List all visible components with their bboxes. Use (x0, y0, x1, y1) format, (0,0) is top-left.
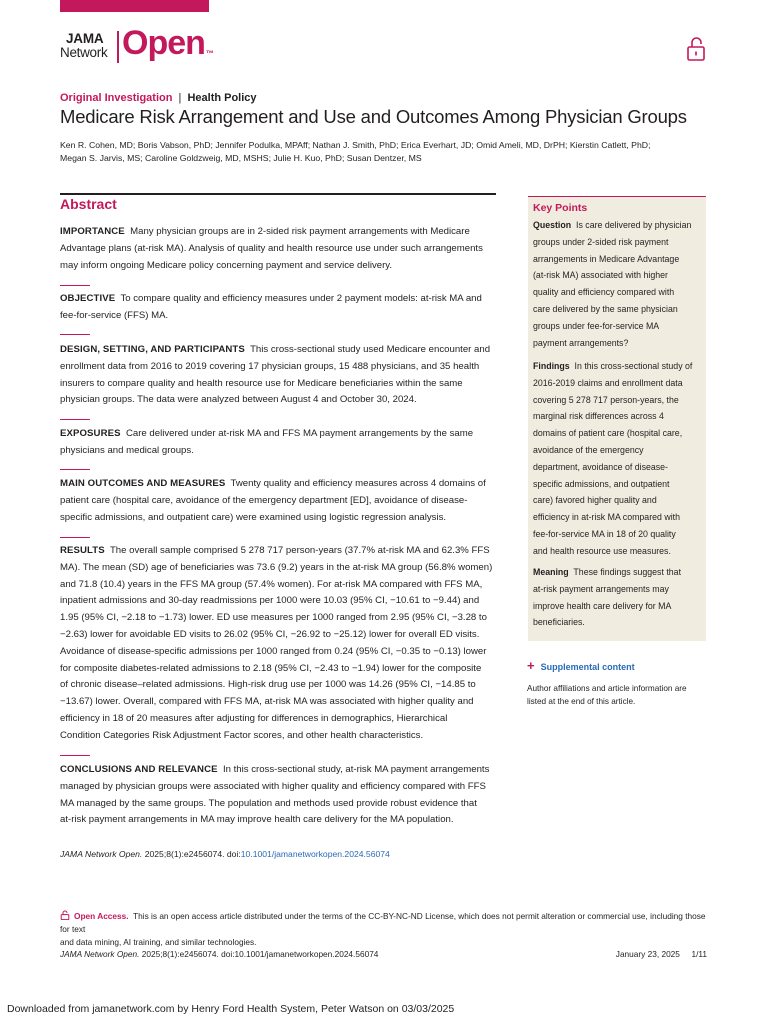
footer-date: January 23, 2025 (615, 949, 680, 959)
key-point-line: payment arrangements? (533, 337, 629, 348)
key-point-line: 2016-2019 claims and enrollment data (533, 377, 683, 388)
section-line: To compare quality and efficiency measures under 2 payment models: at-risk MA and (120, 293, 482, 304)
section-line: at-risk payment arrangements in MA may improve health care delivery for the MA population. (60, 814, 454, 826)
section-label: RESULTS (60, 545, 105, 556)
abstract-results (60, 543, 496, 745)
footer-ref: 2025;8(1):e2456074. doi:10.1001/jamanetworkopen.2024.56074 (139, 949, 379, 959)
key-point-line: marginal risk differences across 4 (533, 411, 664, 422)
section-line: insurers to compare quality and health resource use for Medicare beneficiaries within the same (60, 377, 463, 389)
section-divider (60, 285, 90, 286)
section-line: specific admissions, and outpatient care) were examined using logistic regression analysis. (60, 511, 447, 523)
key-point-line: (at-risk MA) associated with higher (533, 270, 668, 281)
section-line: The overall sample comprised 5 278 717 person-years (37.7% at-risk MA and 62.3% FFS (109, 545, 490, 556)
section-line: In this cross-sectional study, at-risk MA payment arrangements (222, 764, 490, 775)
section-label: DESIGN, SETTING, AND PARTICIPANTS (60, 344, 245, 355)
section-line: Care delivered under at-risk MA and FFS MA payment arrangements by the same (125, 428, 474, 439)
logo-network: Network (60, 45, 108, 60)
section-line: and 71.8 (10.4) years in the FFS MA group (57.4% women). For at-risk MA compared with FFS MA, (60, 578, 483, 590)
key-point-meaning (533, 564, 703, 631)
logo-tm: ™ (205, 49, 213, 58)
section-line: −13.67) lower. Overall, compared with FFS MA, at-risk MA was associated with higher quality and (60, 696, 474, 708)
key-point-line: at-risk payment arrangements may (533, 583, 669, 594)
section-label: MAIN OUTCOMES AND MEASURES (60, 478, 226, 489)
open-access-line: This is an open access article distributed under the terms of the CC-BY-NC-ND License, which does not permit alteration or commercial use, including those for text (60, 911, 706, 934)
citation-ref: 2025;8(1):e2456074. doi: (142, 849, 241, 859)
author-line: Ken R. Cohen, MD; Boris Vabson, PhD; Jennifer Podulka, MPAff; Nathan J. Smith, PhD; Erica Everhart, JD; Omid Ameli, MD, DrPH; Kierstin Catlett, PhD; (60, 140, 651, 150)
section-label: CONCLUSIONS AND RELEVANCE (60, 764, 218, 775)
affiliations-line: listed at the end of this article. (527, 696, 636, 706)
logo-open (122, 26, 213, 60)
key-point-line: efficiency in at-risk MA compared with (533, 512, 680, 523)
kicker-separator: | (178, 92, 182, 104)
download-note: Downloaded from jamanetwork.com by Henry Ford Health System, Peter Watson on 03/03/2025 (7, 1003, 455, 1015)
section-divider (60, 469, 90, 470)
section-label: IMPORTANCE (60, 226, 125, 237)
citation-doi-link[interactable]: 10.1001/jamanetworkopen.2024.56074 (240, 849, 390, 859)
key-point-line: and health resource use measures. (533, 545, 671, 556)
abstract-citation (60, 848, 390, 860)
key-point-line: improve health care delivery for MA (533, 600, 672, 611)
key-point-label: Findings (533, 361, 570, 371)
key-point-line: beneficiaries. (533, 617, 585, 628)
section-line: Advantage plans (at-risk MA). Analysis of quality and health resource use under such arrangements (60, 242, 483, 254)
key-point-label: Meaning (533, 567, 569, 577)
article-kicker (60, 91, 257, 105)
footer-date-page (580, 949, 707, 959)
article-type: Original Investigation (60, 92, 173, 104)
logo-divider (117, 31, 119, 63)
logo-jama: JAMA (66, 31, 104, 46)
section-line: Avoidance of disease-specific admissions per 1000 ranged from 0.24 (95% CI, −0.35 to −0.13) lower (60, 645, 487, 657)
citation-journal: JAMA Network Open. (60, 849, 143, 859)
section-line: physician groups. The data were analyzed between August 4 and October 30, 2024. (60, 394, 417, 406)
section-line: MA managed by the same groups. The population and methods used provide robust evidence that (60, 797, 477, 809)
section-label: OBJECTIVE (60, 293, 116, 304)
open-access-lock-icon (60, 910, 70, 920)
open-access-notice (60, 910, 710, 949)
open-access-label: Open Access. (74, 911, 129, 921)
key-point-line: These findings suggest that (573, 567, 682, 577)
key-point-line: care) favored higher quality and (533, 495, 657, 506)
key-point-line: domains of patient care (hospital care, (533, 428, 683, 439)
section-line: may inform ongoing Medicare policy concerning payment and service delivery. (60, 259, 393, 271)
key-point-line: fee-for-service MA in 18 of 20 quality (533, 528, 676, 539)
key-point-line: arrangements in Medicare Advantage (533, 253, 680, 264)
supplemental-content-link[interactable] (527, 658, 635, 673)
key-point-line: groups under 2-sided risk payment (533, 236, 669, 247)
section-divider (60, 755, 90, 756)
abstract-objective (60, 291, 496, 325)
section-line: managed by physician groups were associated with higher quality and efficiency compared with FFS (60, 780, 486, 792)
abstract-exposures (60, 426, 496, 460)
key-point-line: department, avoidance of disease- (533, 461, 668, 472)
abstract-design (60, 342, 496, 409)
abstract-importance (60, 224, 496, 274)
plus-icon: + (527, 658, 535, 673)
footer-page: 1/11 (691, 949, 707, 959)
key-point-line: specific admissions, and outpatient (533, 478, 670, 489)
article-title: Medicare Risk Arrangement and Use and Outcomes Among Physician Groups (60, 106, 687, 127)
open-access-line: and data mining, AI training, and similar technologies. (60, 937, 257, 947)
abstract-top-rule (60, 193, 496, 195)
key-points-heading: Key Points (533, 202, 588, 214)
logo-open-text: Open (122, 24, 205, 62)
section-line: Twenty quality and efficiency measures across 4 domains of (230, 478, 486, 489)
section-line: patient care (hospital care, avoidance of the emergency department [ED], avoidance of disease- (60, 494, 468, 506)
key-point-line: quality and efficiency compared with (533, 287, 675, 298)
key-point-line: covering 5 278 717 person-years, the (533, 394, 679, 405)
open-lock-icon (686, 36, 706, 62)
key-points-box (528, 196, 706, 641)
footer-journal: JAMA Network Open. (60, 949, 140, 959)
key-point-label: Question (533, 220, 572, 230)
key-point-line: In this cross-sectional study of (574, 361, 693, 371)
section-line: fee-for-service (FFS) MA. (60, 309, 169, 321)
footer-citation (60, 949, 378, 959)
abstract-main-outcomes (60, 476, 496, 526)
key-point-line: Is care delivered by physician (576, 220, 692, 230)
key-point-line: care delivered by the same physician (533, 303, 678, 314)
section-divider (60, 419, 90, 420)
section-line: Condition Categories Risk Adjustment Factor scores, and other health characteristics. (60, 729, 424, 741)
section-line: of chronic disease–related admissions. High-risk drug use per 1000 was 14.26 (95% CI, −14.85 to (60, 679, 476, 691)
section-line: Many physician groups are in 2-sided risk payment arrangements with Medicare (130, 226, 470, 237)
section-line: MA). The mean (SD) age of beneficiaries was 73.6 (9.2) years in the at-risk MA group (56.8% women) (60, 561, 493, 573)
section-divider (60, 537, 90, 538)
author-line: Megan S. Jarvis, MS; Caroline Goldzweig, MD, MSHS; Julie H. Kuo, PhD; Susan Dentzer, MS (60, 153, 422, 163)
section-line: −2.63) lower for avoidable ED visits to 26.02 (95% CI, −26.92 to −25.12) lower for overall ED visits. (60, 628, 480, 640)
section-line: for composite diabetes-related admissions to 2.18 (95% CI, −2.43 to −1.94) lower for the composite (60, 662, 482, 674)
affiliations-line: Author affiliations and article information are (527, 684, 687, 693)
section-line: inpatient admissions and 30-day readmissions per 1000 were 10.03 (95% CI, −10.61 to −9.44) and (60, 595, 480, 607)
key-point-question (533, 217, 703, 351)
section-line: physicians and medical groups. (60, 444, 194, 456)
article-section: Health Policy (187, 92, 257, 104)
abstract-conclusions (60, 762, 496, 829)
key-point-findings (533, 358, 703, 560)
affiliations-note (527, 683, 707, 708)
author-list (60, 139, 660, 165)
abstract-heading: Abstract (60, 196, 117, 212)
section-divider (60, 334, 90, 335)
section-line: enrollment data from 2016 to 2019 covering 17 physician groups, 15 488 physicians, and 35 health (60, 360, 480, 372)
supplemental-label: Supplemental content (540, 662, 635, 672)
key-point-line: avoidance of the emergency (533, 444, 644, 455)
section-line: 1.95 (95% CI, −2.18 to −1.73) lower. ED use measures per 1000 ranged from 2.95 (95% CI, −3.28 to (60, 612, 487, 624)
section-line: efficiency in 18 of 20 measures after adjusting for differences in demographics, Hierarchical (60, 712, 448, 724)
section-line: This cross-sectional study used Medicare encounter and (250, 344, 491, 355)
section-label: EXPOSURES (60, 428, 121, 439)
key-point-line: groups under fee-for-service MA (533, 320, 660, 331)
brand-top-bar (60, 0, 209, 12)
